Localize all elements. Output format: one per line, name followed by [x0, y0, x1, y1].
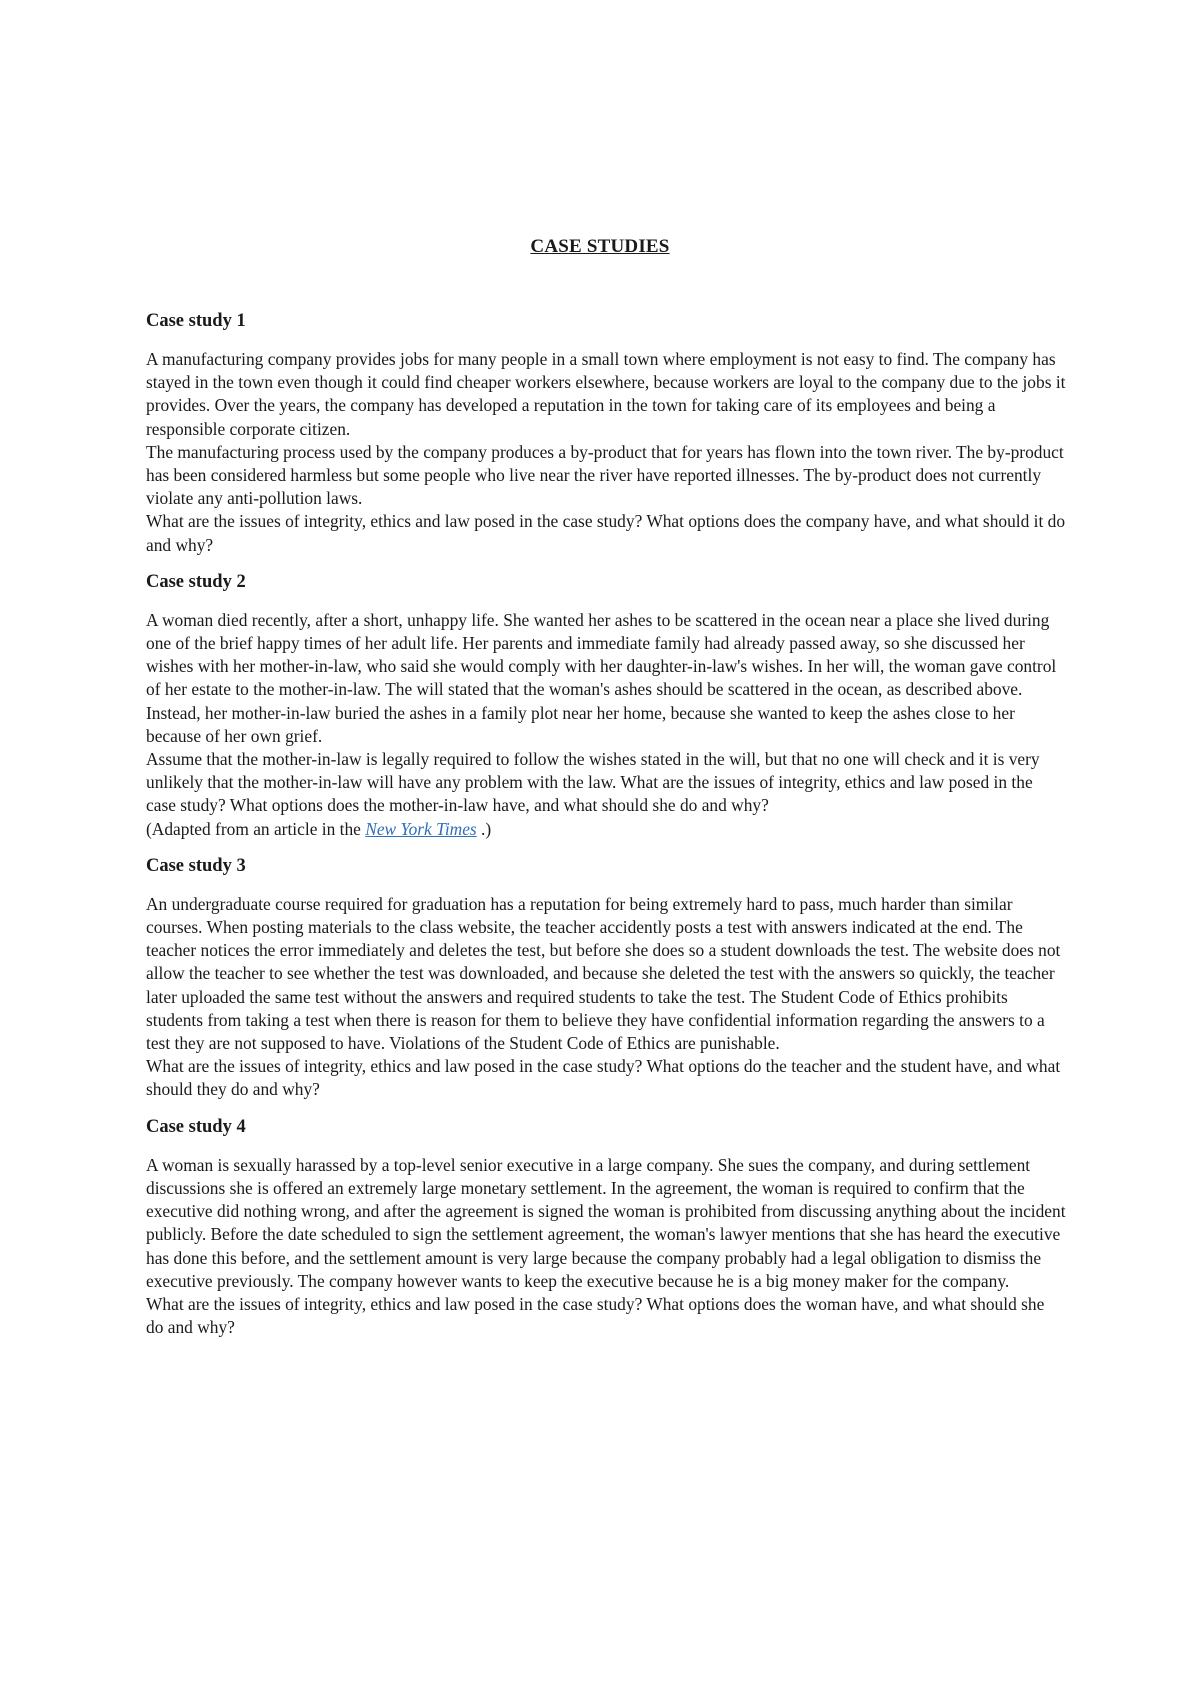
case-heading: Case study 3: [146, 855, 246, 876]
case-heading: Case study 1: [146, 311, 246, 331]
case-paragraph: The manufacturing process used by the company produces a by-product that for years has flown into the town river. The by-product has been considered harmless but some people who live near the river have reported illnesses. The by-product does not currently violate any anti-pollution laws.: [146, 441, 1064, 509]
case-paragraph: A woman is sexually harassed by a top-level senior executive in a large company. She sues the company, and during settlement discussions she is offered an extremely large monetary settlement. In the agreement, the woman is required to confirm that the executive did nothing wrong, and after the agreement is signed the woman is prohibited from discussing anything about the incident publicly. Before the date scheduled to sign the settlement agreement, the woman's lawyer mentions that she has heard the executive has done this before, and the settlement amount is very large because the company probably had a legal obligation to dismiss the executive previously. The company however wants to keep the executive because he is a big money maker for the company.: [146, 1154, 1066, 1291]
case-heading: Case study 2: [146, 571, 246, 592]
case-body: [146, 893, 1066, 1102]
case-paragraph: A manufacturing company provides jobs for many people in a small town where employment is not easy to find. The company has stayed in the town even though it could find cheaper workers elsewhere, because workers are loyal to the company due to the jobs it provides. Over the years, the company has developed a reputation in the town for taking care of its employees and being a responsible corporate citizen.: [146, 349, 1066, 439]
document-title: CASE STUDIES: [530, 236, 670, 257]
case-study-2: [146, 569, 1066, 841]
case-question: What are the issues of integrity, ethics and law posed in the case study? What options does the company have, and what should it do and why?: [146, 511, 1066, 555]
case-study-3: [146, 853, 1066, 1102]
case-question: Assume that the mother-in-law is legally required to follow the wishes stated in the will, but that no one will check and it is very unlikely that the mother-in-law will have any problem with the law. What are the issues of integrity, ethics and law posed in the case study? What options does the mother-in-law have, and what should she do and why?: [146, 749, 1040, 816]
case-body: [146, 1154, 1066, 1340]
case-body: [146, 609, 1066, 841]
case-paragraph: An undergraduate course required for graduation has a reputation for being extremely hard to pass, much harder than similar courses. When posting materials to the class website, the teacher accidently posts a test with answers indicated at the end. The teacher notices the error immediately and deletes the test, but before she does so a student downloads the test. The website does not allow the teacher to see whether the test was downloaded, and because she deleted the test with the answers so quickly, the teacher later uploaded the same test without the answers and required students to take the test. The Student Code of Ethics prohibits students from taking a test when there is reason for them to believe they have confidential information regarding the answers to a test they are not supposed to have. Violations of the Student Code of Ethics are punishable.: [146, 893, 1061, 1054]
case-body: [146, 348, 1066, 557]
case-question: What are the issues of integrity, ethics and law posed in the case study? What options do the teacher and the student have, and what should they do and why?: [146, 1056, 1061, 1100]
document-content: [146, 308, 1066, 1351]
source-suffix: .): [476, 818, 492, 839]
case-question: What are the issues of integrity, ethics and law posed in the case study? What options does the woman have, and what should she do and why?: [146, 1293, 1045, 1338]
source-citation: [146, 818, 1066, 841]
case-paragraph: A woman died recently, after a short, unhappy life. She wanted her ashes to be scattered in the ocean near a place she lived during one of the brief happy times of her adult life. Her parents and immediate family had already passed away, so she discussed her wishes with her mother-in-law, who said she would comply with her daughter-in-law's wishes. In her will, the woman gave control of her estate to the mother-in-law. The will stated that the woman's ashes should be scattered in the ocean, as described above. Instead, her mother-in-law buried the ashes in a family plot near her home, because she wanted to keep the ashes close to her because of her own grief.: [146, 609, 1057, 746]
new-york-times-link[interactable]: New York Times: [365, 818, 477, 839]
source-prefix: (Adapted from an article in the: [146, 818, 366, 839]
case-study-1: [146, 308, 1066, 557]
case-heading: Case study 4: [146, 1116, 246, 1137]
case-study-4: [146, 1114, 1066, 1340]
